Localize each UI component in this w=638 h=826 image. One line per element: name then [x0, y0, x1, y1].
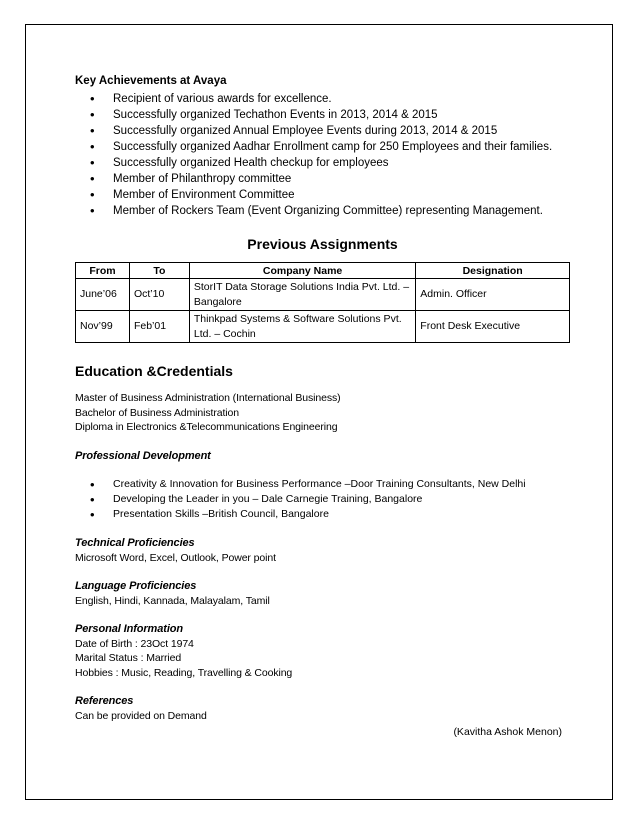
language-proficiencies-heading: Language Proficiencies [75, 580, 197, 592]
personal-info-line: Date of Birth : 23Oct 1974 [75, 637, 194, 650]
cell-company: Thinkpad Systems & Software Solutions Pvt. Ltd. – Cochin [189, 311, 415, 343]
cell-designation: Front Desk Executive [416, 311, 570, 343]
list-item: • Presentation Skills –British Council, Bangalore [75, 507, 570, 522]
table-row [76, 279, 570, 311]
technical-proficiencies-heading: Technical Proficiencies [75, 537, 195, 549]
list-item: • Developing the Leader in you – Dale Carnegie Training, Bangalore [75, 492, 570, 507]
assignments-table [75, 262, 570, 343]
cell-from: June’06 [76, 279, 130, 311]
cell-to: Oct’10 [129, 279, 189, 311]
cell-company: StorIT Data Storage Solutions India Pvt. Ltd. – Bangalore [189, 279, 415, 311]
personal-information-heading: Personal Information [75, 623, 184, 635]
list-item: • Member of Rockers Team (Event Organizing Committee) representing Management. [75, 203, 570, 219]
personal-info-line: Hobbies : Music, Reading, Travelling & Cooking [75, 666, 293, 679]
signature-name: (Kavitha Ashok Menon) [453, 726, 562, 738]
education-line: Master of Business Administration (International Business) [75, 392, 341, 404]
language-proficiencies-text: English, Hindi, Kannada, Malayalam, Tamil [75, 594, 270, 607]
personal-info-line: Marital Status : Married [75, 652, 182, 664]
resume-content [75, 73, 570, 740]
cell-from: Nov’99 [76, 311, 130, 343]
column-header-to: To [129, 263, 189, 279]
professional-development-heading: Professional Development [75, 449, 211, 462]
professional-development-list [75, 477, 570, 522]
cell-to: Feb’01 [129, 311, 189, 343]
references-text: Can be provided on Demand [75, 709, 207, 722]
list-item: • Creativity & Innovation for Business Performance –Door Training Consultants, New Delhi [75, 477, 570, 492]
list-item: • Member of Philanthropy committee [75, 171, 570, 187]
references-heading: References [75, 695, 134, 707]
list-item: • Successfully organized Aadhar Enrollment camp for 250 Employees and their families. [75, 139, 570, 155]
column-header-from: From [76, 263, 130, 279]
list-item: • Successfully organized Techathon Events in 2013, 2014 & 2015 [75, 107, 570, 123]
previous-assignments-heading: Previous Assignments [247, 236, 398, 252]
column-header-designation: Designation [416, 263, 570, 279]
table-header-row [76, 263, 570, 279]
table-row [76, 311, 570, 343]
education-heading: Education &Credentials [75, 363, 233, 379]
cell-designation: Admin. Officer [416, 279, 570, 311]
education-line: Bachelor of Business Administration [75, 406, 240, 419]
technical-proficiencies-text: Microsoft Word, Excel, Outlook, Power point [75, 551, 276, 564]
achievements-heading: Key Achievements at Avaya [75, 75, 227, 87]
list-item: • Successfully organized Health checkup for employees [75, 155, 570, 171]
list-item: • Member of Environment Committee [75, 187, 570, 203]
achievements-list [75, 91, 570, 219]
education-line: Diploma in Electronics &Telecommunications Engineering [75, 421, 338, 433]
list-item: • Recipient of various awards for excellence. [75, 91, 570, 107]
column-header-company: Company Name [189, 263, 415, 279]
list-item: • Successfully organized Annual Employee Events during 2013, 2014 & 2015 [75, 123, 570, 139]
